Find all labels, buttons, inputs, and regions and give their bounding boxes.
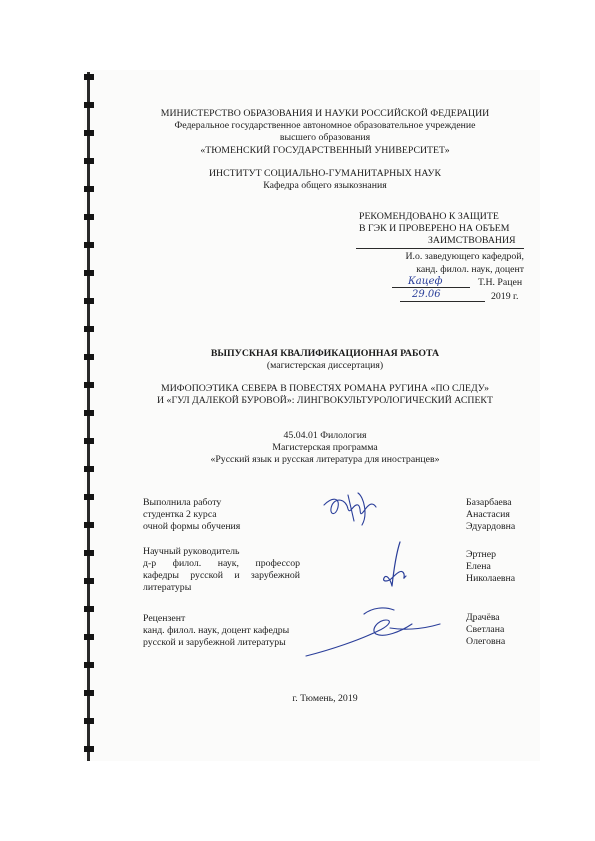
reviewer-patronymic: Олеговна <box>466 636 506 647</box>
department-name: Кафедра общего языкознания <box>263 180 387 191</box>
approval-underline <box>356 248 524 249</box>
city-year: г. Тюмень, 2019 <box>292 693 358 704</box>
date-line <box>400 301 485 302</box>
institution-type-line1: Федеральное государственное автономное образовательное учреждение <box>174 120 476 131</box>
supervisor-role-line1: Научный руководитель <box>143 546 240 557</box>
work-title-line2: И «ГУЛ ДАЛЕКОЙ БУРОВОЙ»: ЛИНГВОКУЛЬТУРОЛОГИЧЕСКИЙ АСПЕКТ <box>157 395 493 406</box>
student-role-line1: Выполнила работу <box>143 497 222 508</box>
institution-type-line2: высшего образования <box>279 132 371 143</box>
specialty-code: 45.04.01 Филология <box>283 430 367 441</box>
work-subtype: (магистерская диссертация) <box>266 360 384 371</box>
approval-year: 2019 г. <box>491 291 519 302</box>
student-role-line2: студентка 2 курса <box>143 509 217 520</box>
supervisor-role-line3: кафедры русской и зарубежной <box>143 570 300 581</box>
approver-name: Т.Н. Рацен <box>478 277 523 288</box>
reviewer-role-line1: Рецензент <box>143 613 186 624</box>
institute-name: ИНСТИТУТ СОЦИАЛЬНО-ГУМАНИТАРНЫХ НАУК <box>208 168 442 179</box>
approval-line2: В ГЭК И ПРОВЕРЕНО НА ОБЪЕМ <box>359 223 510 234</box>
supervisor-surname: Эртнер <box>466 549 497 560</box>
approver-role: И.о. заведующего кафедрой, <box>405 251 524 262</box>
ministry-name: МИНИСТЕРСТВО ОБРАЗОВАНИЯ И НАУКИ РОССИЙСКОЙ ФЕДЕРАЦИИ <box>160 108 490 119</box>
spiral-binding <box>84 72 96 761</box>
program-name: «Русский язык и русская литература для иностранцев» <box>210 454 440 465</box>
work-title-line1: МИФОПОЭТИКА СЕВЕРА В ПОВЕСТЯХ РОМАНА РУГИНА «ПО СЛЕДУ» <box>160 383 489 394</box>
supervisor-signature <box>378 538 418 592</box>
student-surname: Базарбаева <box>466 497 512 508</box>
approval-date: 29.06 <box>412 289 441 300</box>
supervisor-role-line4: литературы <box>143 582 192 593</box>
supervisor-role-line2: д-р филол. наук, профессор <box>143 558 300 569</box>
student-first-name: Анастасия <box>466 509 510 520</box>
reviewer-first-name: Светлана <box>466 624 505 635</box>
approval-signature: Кацеф <box>408 276 443 287</box>
signature-line <box>392 287 470 288</box>
student-patronymic: Эдуардовна <box>466 521 516 532</box>
reviewer-surname: Драчёва <box>466 612 500 623</box>
reviewer-role-line3: русской и зарубежной литературы <box>143 637 286 648</box>
reviewer-signature <box>300 600 450 662</box>
program-label: Магистерская программа <box>272 442 378 453</box>
approver-degree: канд. филол. наук, доцент <box>416 264 524 275</box>
supervisor-first-name: Елена <box>466 561 491 572</box>
approval-line1: РЕКОМЕНДОВАНО К ЗАЩИТЕ <box>359 211 499 222</box>
student-signature <box>318 485 388 529</box>
supervisor-patronymic: Николаевна <box>466 573 516 584</box>
university-name: «ТЮМЕНСКИЙ ГОСУДАРСТВЕННЫЙ УНИВЕРСИТЕТ» <box>200 145 450 156</box>
approval-line3: ЗАИМСТВОВАНИЯ <box>428 235 516 246</box>
reviewer-role-line2: канд. филол. наук, доцент кафедры <box>143 625 290 636</box>
work-type: ВЫПУСКНАЯ КВАЛИФИКАЦИОННАЯ РАБОТА <box>210 348 440 359</box>
student-role-line3: очной формы обучения <box>143 521 241 532</box>
